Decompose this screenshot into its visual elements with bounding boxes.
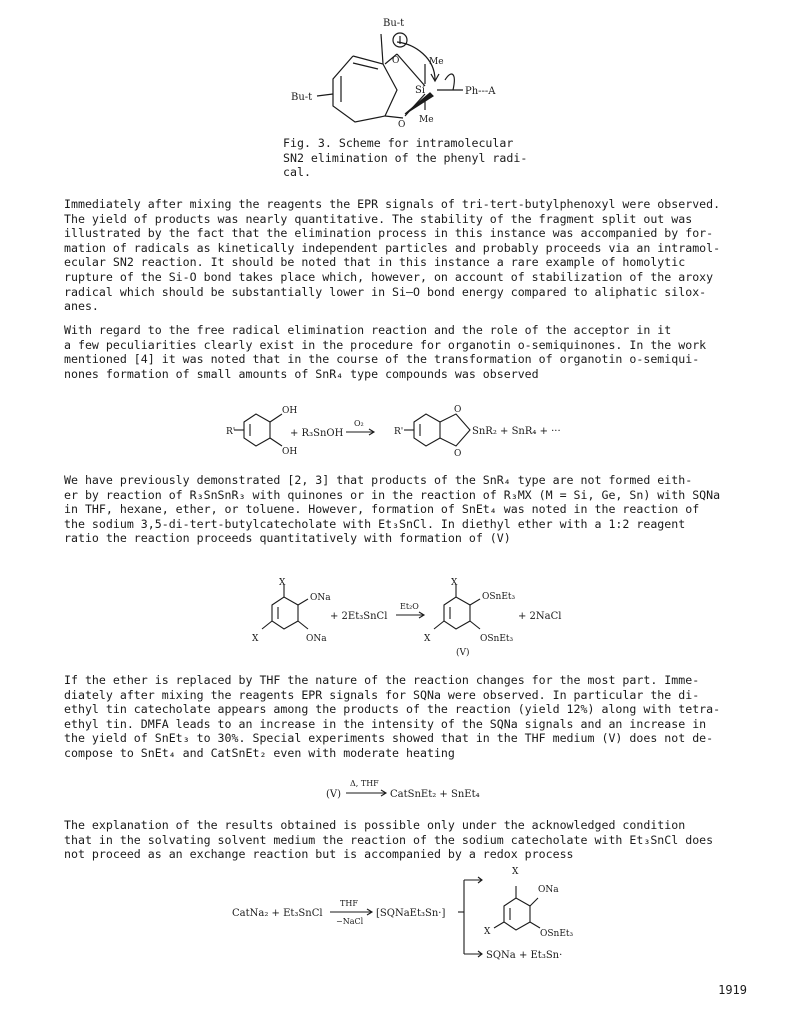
o-upper-label: O [392,56,400,66]
text-line: mation of radicals as kinetically independent particles and probably proceeds via an intramol- [64,240,721,255]
text-line: not proceed as an exchange reaction but is accompanied by a redox process [64,847,574,862]
text-line: diately after mixing the reagents EPR signals for SQNa were observed. In particular the di- [64,687,700,702]
x-bottom-label: X [484,927,491,937]
text-line: If the ether is replaced by THF the nature of the reaction changes for the most part. Imme- [64,673,700,687]
compound-v-label: (V) [456,648,470,657]
o-lower-label: O [398,120,406,130]
scheme-2-formation-of-V [250,575,580,657]
scheme-3-heating [326,774,526,804]
caption-line: SN2 elimination of the phenyl radi- [283,150,528,165]
text-line: nones formation of small amounts of SnR₄ type compounds was observed [64,366,539,381]
page-number: 1919 [718,983,747,997]
bu-top-label: Bu-t [383,18,405,29]
me-top-label: Me [429,57,444,67]
text-line: With regard to the free radical elimination reaction and the role of the acceptor in it [64,323,672,337]
paragraph-2 [64,323,758,381]
text-line: a few peculiarities clearly exist in the procedure for organotin o-semiquinones. In the work [64,337,707,352]
me-bottom-label: Me [419,115,434,125]
x-bottom-right-label: X [424,634,431,644]
r-left-label: R' [226,427,236,437]
ph-a-label: Ph---A [465,86,496,97]
text-line: er by reaction of R₃SnSnR₃ with quinones or in the reaction of R₃MX (M = Si, Ge, Sn) with SQNa [64,487,721,502]
caption-line: Fig. 3. Scheme for intramolecular [283,136,514,150]
osnet-label: OSnEt₃ [540,929,574,939]
text-line: illustrated by the fact that the elimination process in this instance was accompanied by for- [64,226,714,241]
osnet-bottom-label: OSnEt₃ [480,634,514,644]
o-top-label: O [454,405,462,415]
products-label: SnR₂ + SnR₄ + ··· [472,426,561,437]
x-top-left-label: X [279,578,286,588]
caption-line: cal. [283,165,311,180]
byproduct-label: + 2NaCl [518,611,562,622]
text-line: radical which should be substantially lower in Si—O bond energy compared to aliphatic silox- [64,284,707,299]
paragraph-5 [64,818,758,862]
o-bottom-label: O [454,449,462,459]
text-line: We have previously demonstrated [2, 3] that products of the SnR₄ type are not formed eith- [64,473,693,487]
bu-left-label: Bu-t [291,92,313,103]
reagent-label: + R₃SnOH [290,428,344,439]
paragraph-1 [64,197,758,314]
text-line: ecular SN2 reaction. It should be noted that in this instance a rare example of homolytic [64,255,686,270]
text-line: The explanation of the results obtained is possible only under the acknowledged condition [64,818,686,832]
figure-3-caption [283,136,563,180]
ona-bottom-label: ONa [306,634,327,644]
scheme-4-redox [232,862,592,966]
paragraph-3 [64,473,758,546]
figure-3-scheme [285,14,535,136]
ona-top-label: ONa [310,593,331,603]
x-top-label: X [512,867,519,877]
reactant-label: (V) [326,789,342,800]
x-top-right-label: X [451,578,458,588]
paragraph-4 [64,673,758,761]
text-line: the yield of SnEt₃ to 30%. Special experiments showed that in the THF medium (V) does not de- [64,731,714,746]
text-line: The yield of products was nearly quantitative. The stability of the fragment split out was [64,211,693,226]
text-line: the sodium 3,5-di-tert-butylcatecholate with Et₃SnCl. In diethyl ether with a 1:2 reagent [64,516,686,531]
arrow-label: Δ, THF [350,779,379,788]
text-line: ethyl tin catecholate appears among the products of the reaction (yield 12%) along with tetra- [64,702,721,717]
reagent-label: + 2Et₃SnCl [330,611,388,622]
scheme-1-oxidation [226,400,596,460]
oh-top-label: OH [282,406,298,416]
osnet-top-label: OSnEt₃ [482,592,516,602]
text-line: that in the solvating solvent medium the reaction of the sodium catecholate with Et₃SnCl does [64,832,714,847]
lower-products-label: SQNa + Et₃Sn· [486,950,563,961]
x-bottom-left-label: X [252,634,259,644]
arrow-top-label: THF [340,899,358,908]
r-right-label: R' [394,427,404,437]
text-line: rupture of the Si-O bond takes place which, however, on account of stabilization of the aroxy [64,269,714,284]
text-line: ethyl tin. DMFA leads to an increase in the intensity of the SQNa signals and an increase in [64,716,707,731]
text-line: mentioned [4] it was noted that in the course of the transformation of organotin o-semiqui- [64,352,700,367]
arrow-bottom-label: −NaCl [336,917,364,926]
text-line: compose to SnEt₄ and CatSnEt₂ even with moderate heating [64,745,455,760]
ona-label: ONa [538,885,559,895]
arrow-label: O₂ [354,419,364,428]
text-line: ratio the reaction proceeds quantitatively with formation of (V) [64,531,511,546]
products-label: CatSnEt₂ + SnEt₄ [390,789,480,800]
intermediate-label: [SQNaEt₃Sn·] [376,908,446,919]
text-line: in THF, hexane, ether, or toluene. However, formation of SnEt₄ was noted in the reaction of [64,502,700,517]
text-line: Immediately after mixing the reagents the EPR signals of tri-tert-butylphenoxyl were observed. [64,197,721,211]
si-label: Si [415,85,426,96]
text-line: anes. [64,299,99,314]
oh-bottom-label: OH [282,447,298,457]
arrow-label: Et₂O [400,602,419,611]
reactants-label: CatNa₂ + Et₃SnCl [232,908,323,919]
